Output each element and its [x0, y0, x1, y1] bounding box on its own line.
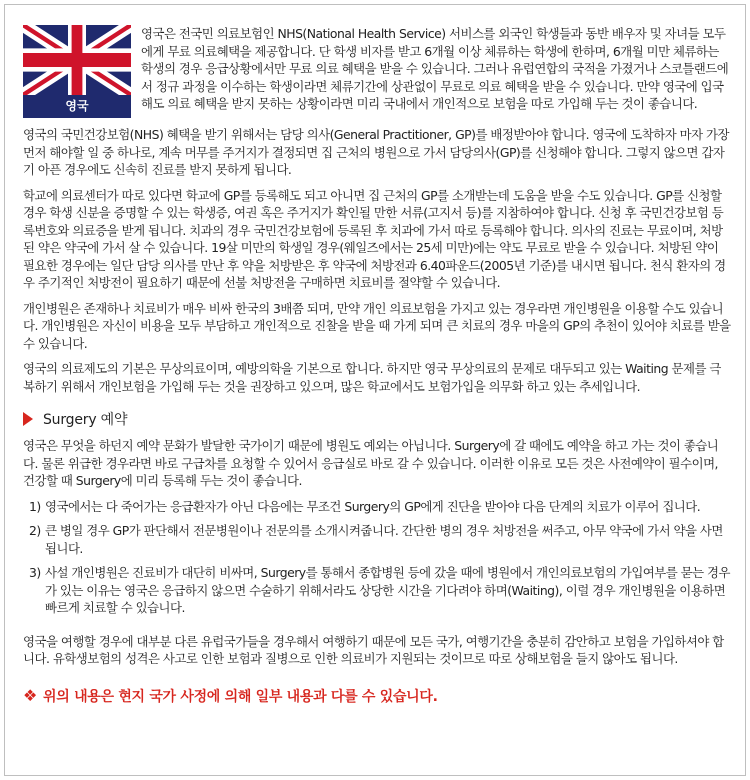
step-number: 2)	[29, 523, 41, 538]
notice	[23, 686, 731, 706]
paragraph-registration: 학교에 의료센터가 따로 있다면 학교에 GP를 등록해도 되고 아니면 집 근처의 GP를 소개받는데 도움을 받을 수도 있습니다. GP를 신청할 경우 학생 신분을 증명할 수 있는 학생증, 여권 혹은 주거지가 확인될 만한 서류(고지서 등)를 지참하여야 합니다. 신청 후 국민건강보험 등록번호와 의료증을 받게 됩니다. 치과의 경우 국민건강보험에 등록된 후 치과에 가서 따로 등록해야 합니다. 의사의 진료는 무료이며, 처방된 약은 약국에 가서 살 수 있습니다. 19살 미만의 학생일 경우(웨일즈에서는 25세 미만)에는 약도 무료로 받을 수 있습니다. 처방된 약이 필요한 경우에는 일단 담당 의사를 만난 후 약을 처방받은 후 약국에 처방전과 6.40파운드(2005년 기준)를 내시면 됩니다. 천식 환자의 경우 주기적인 처방전이 필요하기 때문에 선불 처방전을 구매하면 치료비를 절약할 수 있습니다.	[23, 187, 726, 290]
intro-text: 영국은 전국민 의료보험인 NHS(National Health Service) 서비스를 외국인 학생들과 동반 배우자 및 자녀들 모두에게 무료 의료혜택을 제공합니다. 단 학생 비자를 받고 6개월 이상 체류하는 학생에 한하며, 6개월 미만 체류하는 학생의 경우 응급상황에서만 무료 의료 혜택을 받을 수 있습니다. 그러나 유럽연합의 국적을 가졌거나 스코틀랜드에서 정규 과정을 이수하는 학생이라면 체류기간에 상관없이 무료로 의료 혜택을 받을 수 있습니다. 만약 영국에 입국해도 의료 혜택을 받지 못하는 상황이라면 미리 국내에서 개인적으로 보험을 따로 가입해 두는 것이 좋습니다.	[141, 26, 729, 111]
flag-box	[23, 25, 131, 118]
section-intro: 영국은 무엇을 하던지 예약 문화가 발달한 국가이기 때문에 병원도 예외는 아닙니다. Surgery에 갈 때에도 예약을 하고 가는 것이 좋습니다. 물론 위급한 경우라면 바로 구급차를 요청할 수 있어서 응급실로 바로 갈 수 있습니다. 이러한 이유로 모든 것은 사전예약이 필수이며, 건강할 때 Surgery에 미리 등록해 두는 것이 좋습니다.	[23, 438, 719, 488]
section-heading	[23, 409, 731, 429]
step-number: 3)	[29, 565, 41, 580]
step-number: 1)	[29, 498, 41, 514]
uk-flag-icon	[23, 25, 131, 95]
diamond-bullet-icon: ❖	[23, 686, 38, 705]
flag-label: 영국	[23, 95, 131, 118]
triangle-bullet-icon	[23, 412, 33, 426]
notice-text: 위의 내용은 현지 국가 사정에 의해 일부 내용과 다를 수 있습니다.	[43, 688, 438, 705]
page-frame	[4, 4, 746, 776]
step-text: 큰 병일 경우 GP가 판단해서 전문병원이나 전문의를 소개시켜줍니다. 간단한 병의 경우 처방전을 써주고, 아무 약국에 가서 약을 사면 됩니다.	[45, 523, 723, 556]
step-text: 사설 개인병원은 진료비가 대단히 비싸며, Surgery를 통해서 종합병원 등에 갔을 때에 병원에서 개인의료보험의 가입여부를 묻는 경우가 있는 이유는 영국은 응급하지 않으면 수술하기 위해서라도 상당한 시간을 기다려야 하며(Waiting), 이럴 경우 개인병원을 이용하면 빠르게 치료할 수 있습니다.	[45, 565, 730, 615]
intro-block	[23, 25, 731, 118]
paragraph-healthcare-system: 영국의 의료제도의 기본은 무상의료이며, 예방의학을 기본으로 합니다. 하지만 영국 무상의료의 문제로 대두되고 있는 Waiting 문제를 극복하기 위해서 개인보험을 가입해 두는 것을 권장하고 있으며, 많은 학교에서도 보험가입을 의무화 하고 있는 추세입니다.	[23, 361, 721, 394]
paragraph-gp: 영국의 국민건강보험(NHS) 혜택을 받기 위해서는 담당 의사(General Practitioner, GP)를 배정받아야 합니다. 영국에 도착하자 마자 가장 먼저 해야할 일 중 하나로, 계속 머무를 주거지가 결정되면 집 근처의 병원으로 가서 담당의사(GP)를 신청해야 합니다. 그렇지 않으면 갑자기 아픈 경우에도 신속히 진료를 받지 못하게 됩니다.	[23, 127, 729, 177]
step-text: 영국에서는 다 죽어가는 응급환자가 아닌 다음에는 무조건 Surgery의 GP에게 진단을 받아야 다음 단계의 치료가 이루어 집니다.	[45, 498, 701, 514]
section-title: Surgery 예약	[43, 412, 128, 428]
content	[23, 25, 731, 706]
list-item	[29, 522, 731, 557]
list-item	[29, 564, 731, 617]
paragraph-private-hospital: 개인병원은 존재하나 치료비가 매우 비싸 한국의 3배쯤 되며, 만약 개인 의료보험을 가지고 있는 경우라면 개인병원을 이용할 수도 있습니다. 개인병원은 자신이 비용을 모두 부담하고 개인적으로 진찰을 받을 때 가게 되며 큰 치료의 경우 마을의 GP의 추천이 있어야 치료를 받을 수 있습니다.	[23, 300, 731, 351]
list-item	[29, 498, 731, 516]
steps-list	[29, 498, 731, 617]
section-outro: 영국을 여행할 경우에 대부분 다른 유럽국가들을 경우해서 여행하기 때문에 모든 국가, 여행기간을 충분히 감안하고 보험을 가입하셔야 합니다. 유학생보험의 성격은 사고로 인한 보험과 질병으로 인한 의료비가 지원되는 것이므로 따로 상해보험을 들지 않아도 됩니다.	[23, 633, 724, 666]
